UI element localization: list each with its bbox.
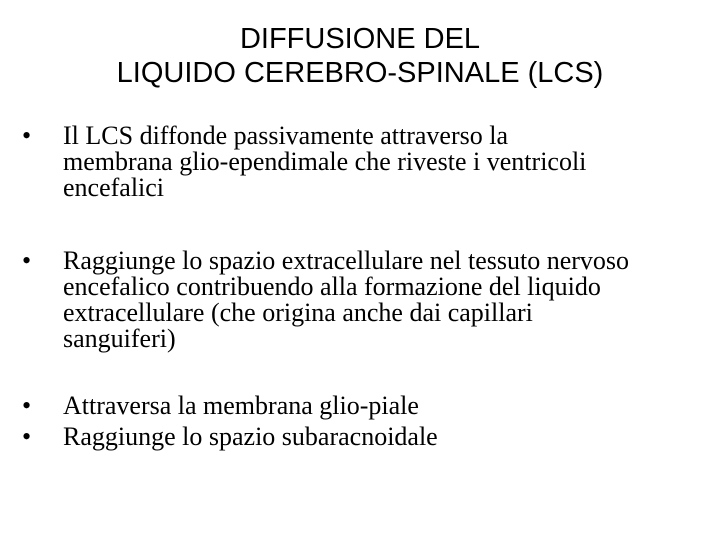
slide-title-line-1: DIFFUSIONE DEL (239, 23, 481, 55)
bullet-marker: • (22, 121, 32, 150)
bullet-marker: • (22, 391, 32, 420)
bullet-text (63, 248, 713, 352)
slide-title-line-2: LIQUIDO CEREBRO-SPINALE (LCS) (116, 57, 604, 89)
bullet-text-line: extracellulare (che origina anche dai capillari (63, 298, 533, 327)
bullet-text-line: encefalici (63, 173, 165, 202)
bullet-text-line: Raggiunge lo spazio subaracnoidale (63, 422, 438, 451)
bullet-text-line: Attraversa la membrana glio-piale (63, 391, 419, 420)
bullet-text-line: Il LCS diffonde passivamente attraverso la (63, 121, 509, 150)
bullet-marker: • (22, 422, 32, 451)
bullet-text (63, 123, 713, 201)
bullet-text-line: encefalico contribuendo alla formazione del liquido (63, 272, 601, 301)
bullet-text-line: sanguiferi) (63, 324, 176, 353)
bullet-text (63, 393, 713, 419)
bullet-text-line: Raggiunge lo spazio extracellulare nel tessuto nervoso (63, 246, 630, 275)
bullet-text-line: membrana glio-ependimale che riveste i ventricoli (63, 147, 587, 176)
bullet-marker: • (22, 246, 32, 275)
bullet-text (63, 424, 713, 450)
